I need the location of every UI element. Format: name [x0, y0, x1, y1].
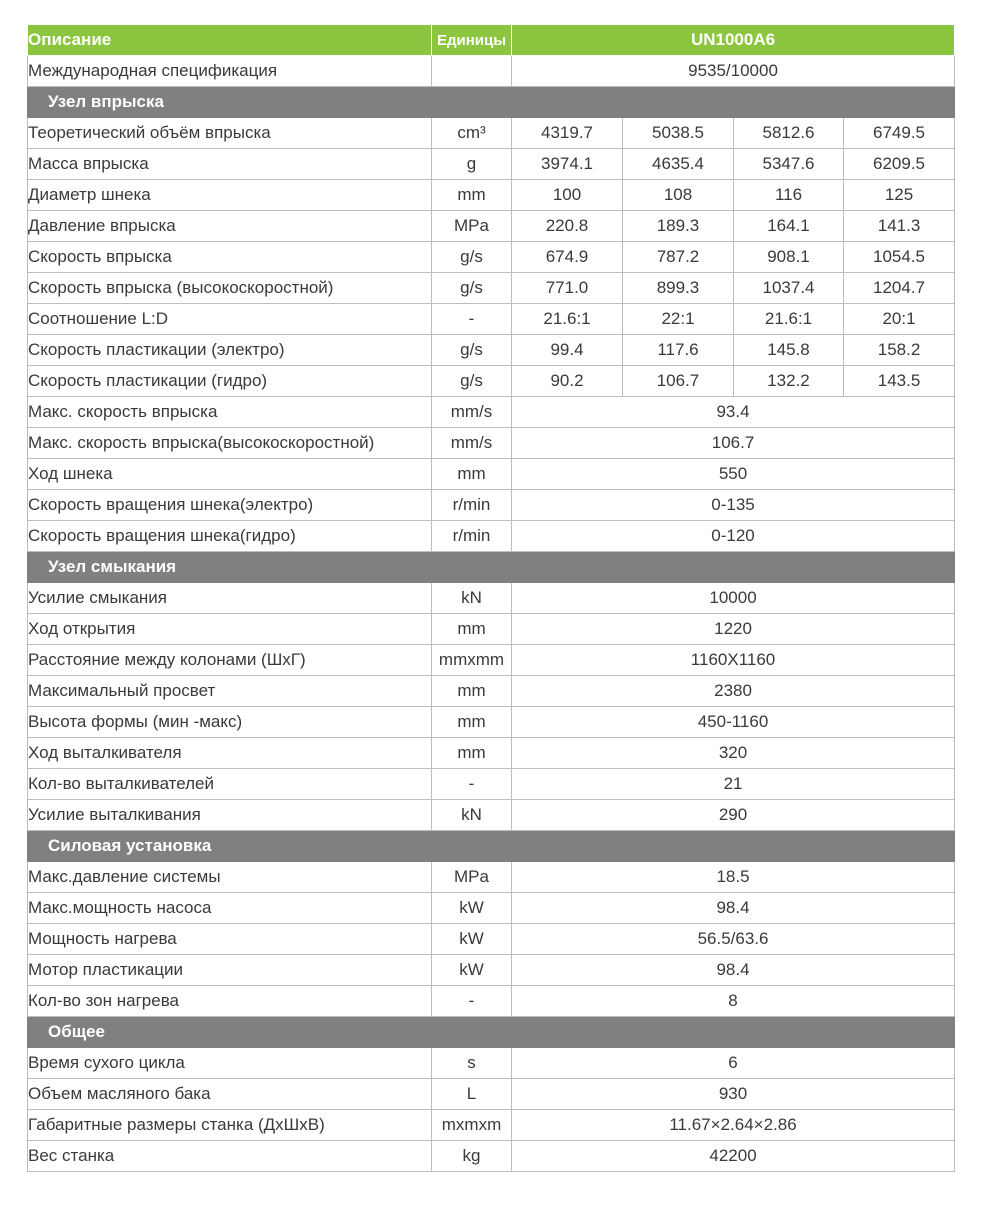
header-model: UN1000A6	[512, 25, 955, 56]
spec-value: 132.2	[734, 366, 844, 397]
spec-value: 1220	[512, 614, 955, 645]
spec-row	[28, 273, 955, 304]
spec-label: Теоретический объём впрыска	[28, 118, 432, 149]
intl-spec-unit	[432, 56, 512, 87]
intl-spec-label: Международная спецификация	[28, 56, 432, 87]
spec-label: Время сухого цикла	[28, 1048, 432, 1079]
spec-value: 145.8	[734, 335, 844, 366]
spec-unit: MPa	[432, 211, 512, 242]
spec-unit: g/s	[432, 273, 512, 304]
spec-value: 21.6:1	[512, 304, 623, 335]
section-title: Узел смыкания	[28, 552, 955, 583]
spec-table	[27, 24, 955, 1172]
spec-value: 189.3	[623, 211, 734, 242]
spec-row	[28, 366, 955, 397]
spec-label: Ход шнека	[28, 459, 432, 490]
spec-label: Кол-во выталкивателей	[28, 769, 432, 800]
spec-value: 6749.5	[844, 118, 955, 149]
spec-value: 106.7	[623, 366, 734, 397]
spec-value: 158.2	[844, 335, 955, 366]
spec-value: 108	[623, 180, 734, 211]
spec-label: Ход открытия	[28, 614, 432, 645]
spec-label: Габаритные размеры станка (ДxШxВ)	[28, 1110, 432, 1141]
spec-label: Давление впрыска	[28, 211, 432, 242]
spec-value: 220.8	[512, 211, 623, 242]
spec-value: 6	[512, 1048, 955, 1079]
spec-value: 1037.4	[734, 273, 844, 304]
spec-row	[28, 335, 955, 366]
spec-value: 22:1	[623, 304, 734, 335]
spec-unit: mm/s	[432, 397, 512, 428]
spec-label: Ход выталкивателя	[28, 738, 432, 769]
spec-value: 18.5	[512, 862, 955, 893]
spec-value: 164.1	[734, 211, 844, 242]
section-title: Силовая установка	[28, 831, 955, 862]
spec-row	[28, 955, 955, 986]
spec-row	[28, 862, 955, 893]
spec-label: Высота формы (мин -макс)	[28, 707, 432, 738]
spec-value: 2380	[512, 676, 955, 707]
spec-value: 98.4	[512, 893, 955, 924]
spec-value: 1204.7	[844, 273, 955, 304]
spec-unit: kW	[432, 893, 512, 924]
spec-value: 8	[512, 986, 955, 1017]
spec-unit: kW	[432, 924, 512, 955]
spec-value: 5347.6	[734, 149, 844, 180]
spec-value: 21.6:1	[734, 304, 844, 335]
spec-label: Усилие смыкания	[28, 583, 432, 614]
spec-label: Скорость вращения шнека(электро)	[28, 490, 432, 521]
spec-value: 143.5	[844, 366, 955, 397]
spec-value: 99.4	[512, 335, 623, 366]
spec-unit: L	[432, 1079, 512, 1110]
spec-row	[28, 242, 955, 273]
spec-value: 116	[734, 180, 844, 211]
section-header	[28, 552, 955, 583]
spec-row	[28, 211, 955, 242]
spec-value: 93.4	[512, 397, 955, 428]
spec-table-body	[28, 25, 955, 1172]
spec-value: 90.2	[512, 366, 623, 397]
spec-value: 42200	[512, 1141, 955, 1172]
spec-label: Макс.мощность насоса	[28, 893, 432, 924]
spec-unit: g/s	[432, 242, 512, 273]
spec-value: 100	[512, 180, 623, 211]
spec-label: Кол-во зон нагрева	[28, 986, 432, 1017]
spec-unit: mm	[432, 676, 512, 707]
spec-unit: g	[432, 149, 512, 180]
spec-label: Объем масляного бака	[28, 1079, 432, 1110]
spec-unit: MPa	[432, 862, 512, 893]
spec-value: 3974.1	[512, 149, 623, 180]
spec-row	[28, 521, 955, 552]
spec-unit: r/min	[432, 521, 512, 552]
intl-spec-row	[28, 56, 955, 87]
spec-unit: r/min	[432, 490, 512, 521]
spec-value: 56.5/63.6	[512, 924, 955, 955]
intl-spec-value: 9535/10000	[512, 56, 955, 87]
spec-unit: kN	[432, 583, 512, 614]
spec-value: 6209.5	[844, 149, 955, 180]
spec-value: 290	[512, 800, 955, 831]
spec-unit: mm	[432, 614, 512, 645]
spec-label: Усилие выталкивания	[28, 800, 432, 831]
header-units: Единицы	[432, 25, 512, 56]
spec-row	[28, 1048, 955, 1079]
spec-row	[28, 428, 955, 459]
spec-row	[28, 1110, 955, 1141]
spec-row	[28, 614, 955, 645]
spec-unit: mm/s	[432, 428, 512, 459]
spec-value: 20:1	[844, 304, 955, 335]
header-row	[28, 25, 955, 56]
spec-unit: g/s	[432, 335, 512, 366]
spec-label: Максимальный просвет	[28, 676, 432, 707]
spec-label: Масса впрыска	[28, 149, 432, 180]
spec-label: Мотор пластикации	[28, 955, 432, 986]
spec-unit: mm	[432, 707, 512, 738]
spec-row	[28, 924, 955, 955]
spec-unit: cm³	[432, 118, 512, 149]
spec-value: 787.2	[623, 242, 734, 273]
spec-value: 930	[512, 1079, 955, 1110]
section-header	[28, 1017, 955, 1048]
spec-row	[28, 583, 955, 614]
spec-label: Вес станка	[28, 1141, 432, 1172]
spec-value: 450-1160	[512, 707, 955, 738]
spec-value: 0-135	[512, 490, 955, 521]
spec-value: 10000	[512, 583, 955, 614]
spec-label: Макс. скорость впрыска	[28, 397, 432, 428]
spec-label: Скорость вращения шнека(гидро)	[28, 521, 432, 552]
spec-unit: mm	[432, 738, 512, 769]
spec-value: 0-120	[512, 521, 955, 552]
spec-value: 550	[512, 459, 955, 490]
spec-value: 771.0	[512, 273, 623, 304]
spec-row	[28, 118, 955, 149]
spec-value: 899.3	[623, 273, 734, 304]
spec-label: Скорость впрыска	[28, 242, 432, 273]
spec-row	[28, 738, 955, 769]
spec-unit: kW	[432, 955, 512, 986]
spec-value: 4319.7	[512, 118, 623, 149]
spec-value: 4635.4	[623, 149, 734, 180]
spec-label: Макс.давление системы	[28, 862, 432, 893]
spec-row	[28, 676, 955, 707]
spec-value: 908.1	[734, 242, 844, 273]
spec-row	[28, 459, 955, 490]
section-title: Узел впрыска	[28, 87, 955, 118]
spec-unit: mxmxm	[432, 1110, 512, 1141]
spec-unit: g/s	[432, 366, 512, 397]
spec-row	[28, 490, 955, 521]
spec-label: Соотношение L:D	[28, 304, 432, 335]
spec-value: 21	[512, 769, 955, 800]
spec-value: 1054.5	[844, 242, 955, 273]
spec-row	[28, 986, 955, 1017]
spec-value: 106.7	[512, 428, 955, 459]
spec-value: 141.3	[844, 211, 955, 242]
spec-label: Скорость пластикации (электро)	[28, 335, 432, 366]
spec-unit: mm	[432, 180, 512, 211]
spec-label: Мощность нагрева	[28, 924, 432, 955]
section-title: Общее	[28, 1017, 955, 1048]
section-header	[28, 831, 955, 862]
spec-value: 674.9	[512, 242, 623, 273]
spec-value: 125	[844, 180, 955, 211]
spec-unit: kg	[432, 1141, 512, 1172]
spec-row	[28, 645, 955, 676]
spec-unit: s	[432, 1048, 512, 1079]
spec-label: Скорость пластикации (гидро)	[28, 366, 432, 397]
spec-value: 1160X1160	[512, 645, 955, 676]
spec-row	[28, 180, 955, 211]
spec-row	[28, 397, 955, 428]
spec-unit: mm	[432, 459, 512, 490]
spec-label: Скорость впрыска (высокоскоростной)	[28, 273, 432, 304]
spec-label: Диаметр шнека	[28, 180, 432, 211]
spec-unit: -	[432, 769, 512, 800]
spec-unit: mmxmm	[432, 645, 512, 676]
spec-unit: -	[432, 304, 512, 335]
spec-row	[28, 149, 955, 180]
spec-row	[28, 304, 955, 335]
header-description: Описание	[28, 25, 432, 56]
spec-value: 11.67×2.64×2.86	[512, 1110, 955, 1141]
spec-value: 98.4	[512, 955, 955, 986]
section-header	[28, 87, 955, 118]
spec-row	[28, 893, 955, 924]
spec-value: 320	[512, 738, 955, 769]
spec-row	[28, 1079, 955, 1110]
spec-unit: -	[432, 986, 512, 1017]
spec-row	[28, 1141, 955, 1172]
spec-label: Расстояние между колонами (ШxГ)	[28, 645, 432, 676]
spec-value: 5038.5	[623, 118, 734, 149]
spec-row	[28, 707, 955, 738]
spec-label: Макс. скорость впрыска(высокоскоростной)	[28, 428, 432, 459]
spec-unit: kN	[432, 800, 512, 831]
spec-row	[28, 769, 955, 800]
spec-value: 5812.6	[734, 118, 844, 149]
spec-value: 117.6	[623, 335, 734, 366]
spec-row	[28, 800, 955, 831]
